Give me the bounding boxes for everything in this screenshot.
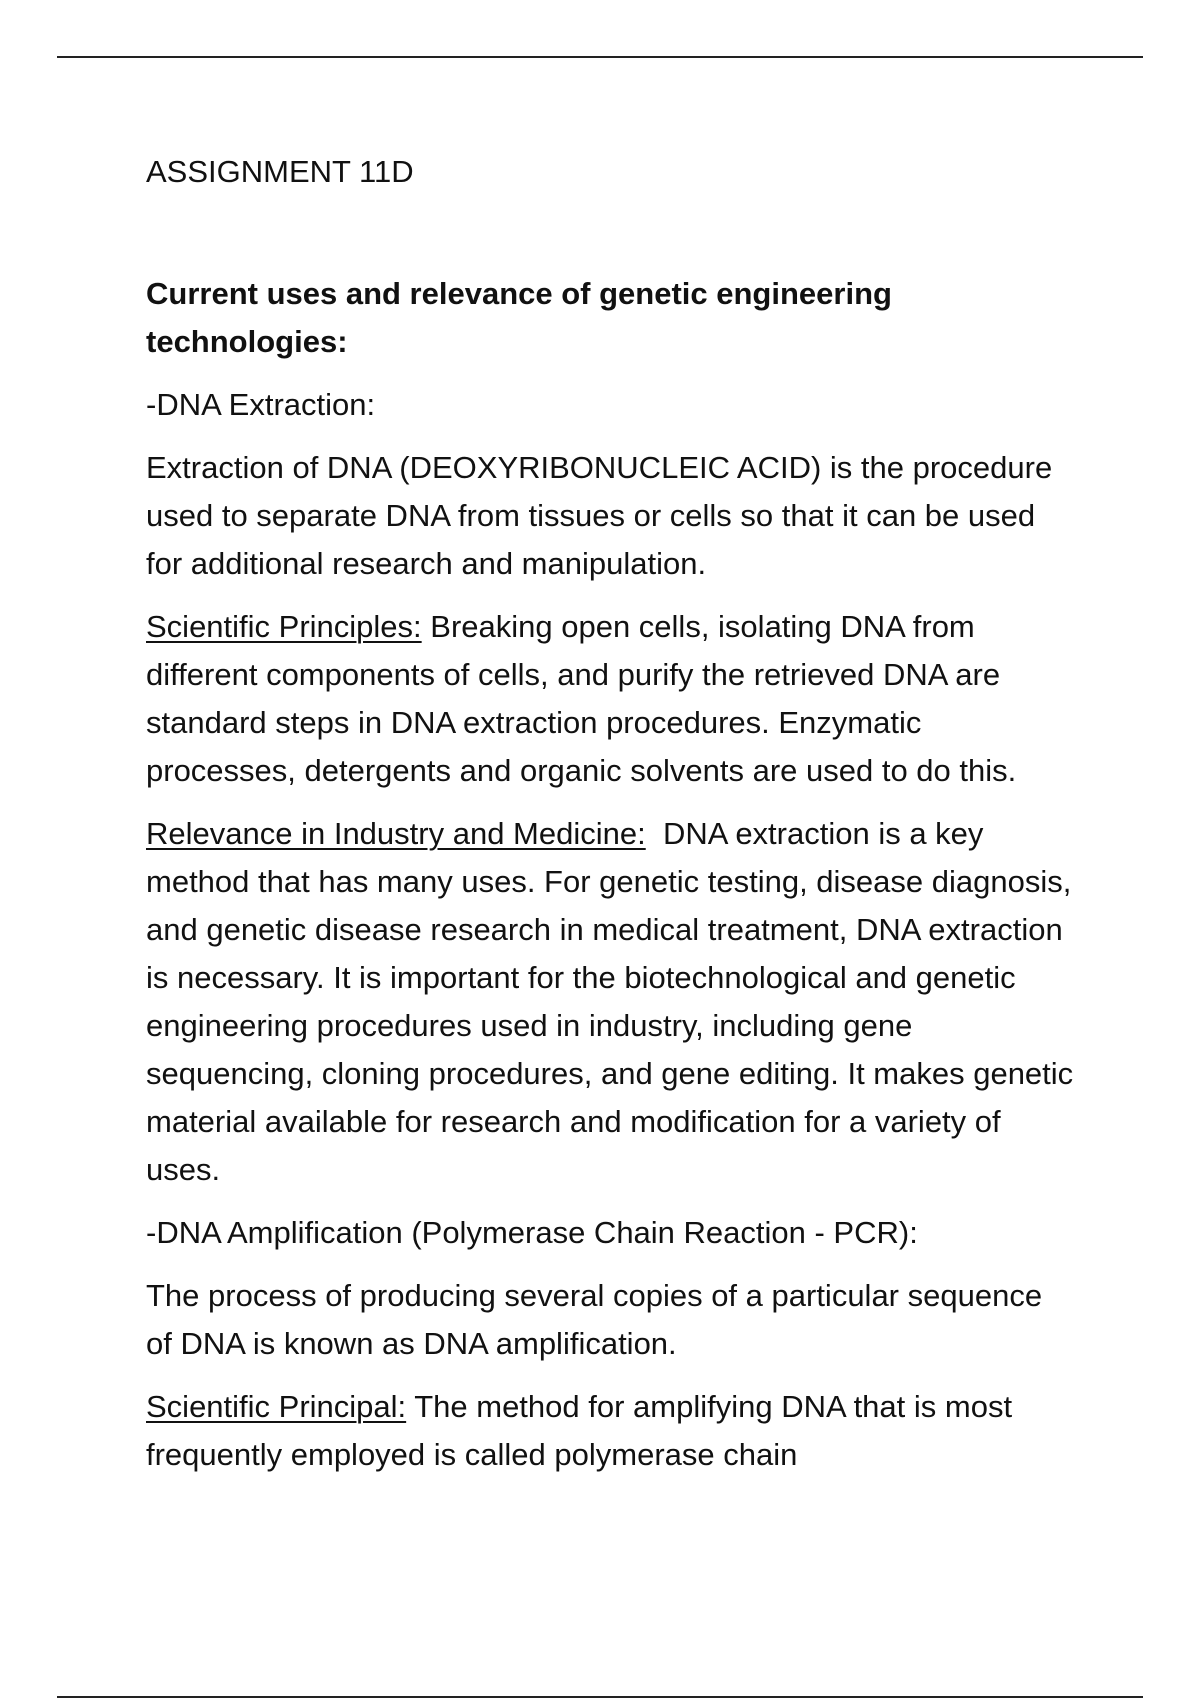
- relevance-text: DNA extraction is a key method that has many uses. For genetic testing, disease diagnosis, and genetic disease research in medical treatment, DNA extraction is necessary. It is important for the biotechnological and genetic engineering procedures used in industry, including gene sequencing, cloning procedures, and gene editing. It makes genetic material available for research and modification for a variety of uses.: [146, 816, 1082, 1187]
- document-body: [146, 148, 1082, 1494]
- relevance-label: Relevance in Industry and Medicine:: [146, 816, 646, 851]
- dna-extraction-heading: -DNA Extraction:: [146, 387, 376, 422]
- dna-extraction-relevance: [146, 810, 1082, 1194]
- principles-label: Scientific Principles:: [146, 609, 422, 644]
- dna-amplification-definition: The process of producing several copies of a particular sequence of DNA is known as DNA amplification.: [146, 1278, 1043, 1361]
- dna-amplification-principal: [146, 1383, 1076, 1479]
- principal-text: The method for amplifying DNA that is most frequently employed is called polymerase chain: [146, 1389, 1013, 1472]
- dna-amplification-heading: -DNA Amplification (Polymerase Chain Reaction - PCR):: [146, 1215, 918, 1250]
- dna-extraction-principles: [146, 603, 1076, 795]
- top-rule: [57, 56, 1143, 58]
- dna-extraction-definition: Extraction of DNA (DEOXYRIBONUCLEIC ACID) is the procedure used to separate DNA from tissues or cells so that it can be used for additional research and manipulation.: [146, 450, 1053, 581]
- principal-label: Scientific Principal:: [146, 1389, 407, 1424]
- bottom-rule: [57, 1696, 1143, 1698]
- section-heading: Current uses and relevance of genetic engineering technologies:: [146, 276, 892, 359]
- principles-text: Breaking open cells, isolating DNA from different components of cells, and purify the retrieved DNA are standard steps in DNA extraction procedures. Enzymatic processes, detergents and organic solvents are used to do this.: [146, 609, 1017, 788]
- assignment-title: ASSIGNMENT 11D: [146, 154, 414, 189]
